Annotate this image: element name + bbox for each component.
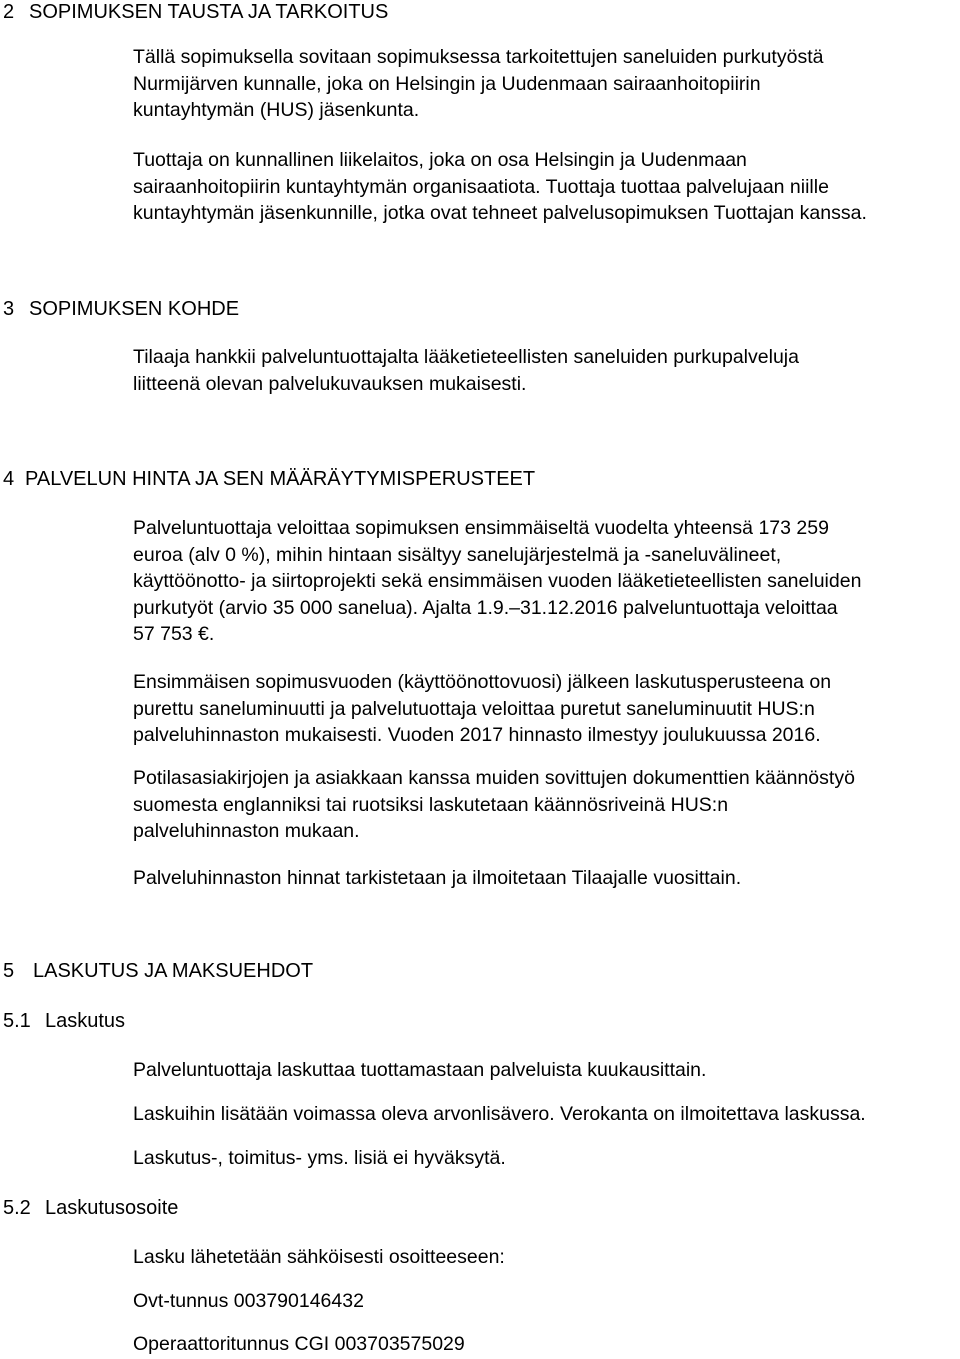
paragraph: Potilasasiakirjojen ja asiakkaan kanssa muiden sovittujen dokumenttien käännöstyö suomesta englanniksi tai ruotsiksi laskutetaan käännösriveinä HUS:n palveluhinnaston mukaan. [133, 767, 855, 842]
section-number: 3 [3, 298, 15, 320]
section-5-1-heading [3, 1009, 125, 1033]
section-5-heading [3, 959, 313, 983]
paragraph: Tuottaja on kunnallinen liikelaitos, joka on osa Helsingin ja Uudenmaan sairaanhoitopiirin kuntayhtymän organisaatiota. Tuottaja tuottaa palvelujaan niille kuntayhtymän jäsenkunnille, jotka ovat tehneet palvelusopimuksen Tuottajan kanssa. [133, 149, 867, 224]
paragraph: Laskuihin lisätään voimassa oleva arvonlisävero. Verokanta on ilmoitettava laskussa. [133, 1103, 866, 1125]
paragraph: Palveluntuottaja veloittaa sopimuksen ensimmäiseltä vuodelta yhteensä 173 259 euroa (alv 0 %), mihin hintaan sisältyy sanelujärjestelmä ja -saneluvälineet, käyttöönotto- ja siirtoprojekti sekä ensimmäisen vuoden lääketieteellisten saneluiden purkutyöt (arvio 35 000 sanelua). Ajalta 1.9.–31.12.2016 palveluntuottaja veloittaa 57 753 €. [133, 517, 862, 645]
section-title: SOPIMUKSEN TAUSTA JA TARKOITUS [29, 1, 389, 23]
paragraph: Tilaaja hankkii palveluntuottajalta lääketieteellisten saneluiden purkupalveluja liitteenä olevan palvelukuvauksen mukaisesti. [133, 346, 799, 395]
paragraph: Tällä sopimuksella sovitaan sopimuksessa tarkoitettujen saneluiden purkutyöstä Nurmijärven kunnalle, joka on Helsingin ja Uudenmaan sairaanhoitopiirin kuntayhtymän (HUS) jäsenkunta. [133, 46, 824, 121]
section-3-heading [3, 297, 239, 321]
section-number: 5.2 [3, 1197, 31, 1219]
paragraph: Operaattoritunnus CGI 003703575029 [133, 1333, 465, 1355]
paragraph: Lasku lähetetään sähköisesti osoitteeseen: [133, 1246, 505, 1268]
section-title: PALVELUN HINTA JA SEN MÄÄRÄYTYMISPERUSTEET [25, 468, 536, 490]
paragraph: Laskutus-, toimitus- yms. lisiä ei hyväksytä. [133, 1147, 506, 1169]
section-title: Laskutus [45, 1010, 126, 1032]
section-number: 5.1 [3, 1010, 31, 1032]
section-number: 4 [3, 468, 15, 490]
paragraph: Ovt-tunnus 003790146432 [133, 1290, 364, 1312]
paragraph: Palveluntuottaja laskuttaa tuottamastaan palveluista kuukausittain. [133, 1059, 707, 1081]
section-number: 2 [3, 1, 15, 23]
section-number: 5 [3, 960, 15, 982]
section-title: LASKUTUS JA MAKSUEHDOT [33, 960, 314, 982]
paragraph: Ensimmäisen sopimusvuoden (käyttöönottovuosi) jälkeen laskutusperusteena on purettu saneluminuutti ja palvelutuottaja veloittaa puretut saneluminuutit HUS:n palveluhinnaston mukaisesti. Vuoden 2017 hinnasto ilmestyy joulukuussa 2016. [133, 671, 832, 746]
section-5-2-heading [3, 1196, 178, 1220]
section-2-heading [3, 0, 388, 24]
section-title: Laskutusosoite [45, 1197, 179, 1219]
section-4-heading [3, 467, 535, 491]
paragraph: Palveluhinnaston hinnat tarkistetaan ja ilmoitetaan Tilaajalle vuosittain. [133, 867, 742, 889]
section-title: SOPIMUKSEN KOHDE [29, 298, 240, 320]
